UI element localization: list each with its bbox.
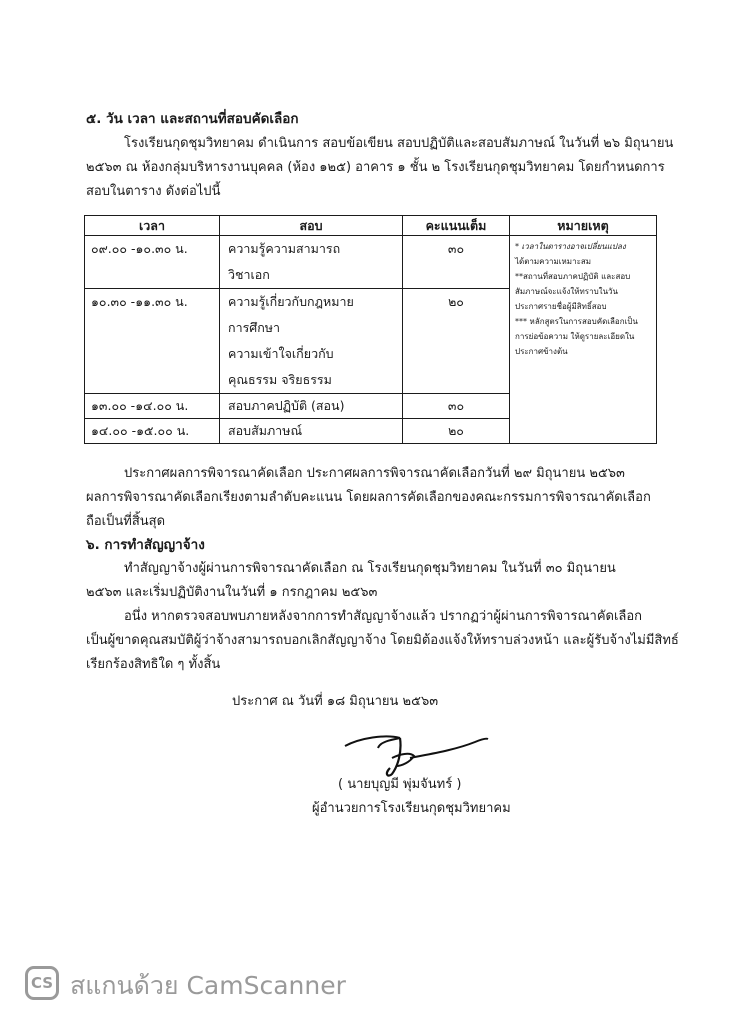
camscanner-logo: CS xyxy=(25,966,59,1000)
remark-line: *** หลักสูตรในการสอบคัดเลือกเป็น xyxy=(515,317,638,326)
remark-line: ได้ตามความเหมาะสม xyxy=(515,257,592,266)
time-cell: ๐๙.๐๐ -๑๐.๓๐ น. xyxy=(85,236,220,289)
section-6-title: ๖. การทำสัญญาจ้าง xyxy=(86,537,205,553)
time-cell: ๑๓.๐๐ -๑๔.๐๐ น. xyxy=(85,394,220,419)
section-6-para2-line-1: อนึ่ง หากตรวจสอบพบภายหลังจากการทำสัญญาจ้างแล้ว ปรากฏว่าผู้ผ่านการพิจารณาคัดเลือก xyxy=(124,609,643,624)
remark-line: สัมภาษณ์จะแจ้งให้ทราบในวัน xyxy=(515,287,619,296)
section-5-line-3: สอบในตาราง ดังต่อไปนี้ xyxy=(86,184,221,199)
header-time: เวลา xyxy=(85,216,220,236)
announcement-line-3: ถือเป็นที่สิ้นสุด xyxy=(86,514,166,529)
table-row xyxy=(85,236,657,289)
table-header-row xyxy=(85,216,657,236)
score-cell: ๒๐ xyxy=(403,419,510,444)
signer-name: ( นายบุญมี พุ่มจันทร์ ) xyxy=(338,777,462,792)
section-6-para2-line-2: เป็นผู้ขาดคุณสมบัติผู้ว่าจ้างสามารถบอกเลิกสัญญาจ้าง โดยมิต้องแจ้งให้ทราบล่วงหน้า และผู้รับจ้างไม่มีสิทธ์ xyxy=(86,633,679,648)
remark-cell xyxy=(510,236,657,444)
subject-cell xyxy=(220,289,403,394)
section-6-para1-line-2: ๒๕๖๓ และเริ่มปฏิบัติงานในวันที่ ๑ กรกฎาคม ๒๕๖๓ xyxy=(86,585,378,600)
signer-position: ผู้อำนวยการโรงเรียนกุดชุมวิทยาคม xyxy=(312,801,511,816)
subject-line: การศึกษา xyxy=(228,320,281,335)
subject-cell xyxy=(220,419,403,444)
remark-line: ประกาศข้างต้น xyxy=(515,347,568,356)
subject-cell xyxy=(220,236,403,289)
remark-line: * เวลาในตารางอาจเปลี่ยนแปลง xyxy=(515,242,626,251)
header-subject: สอบ xyxy=(220,216,403,236)
subject-line: สอบภาคปฏิบัติ (สอน) xyxy=(228,398,345,413)
section-6-para1-line-1: ทำสัญญาจ้างผู้ผ่านการพิจารณาคัดเลือก ณ โรงเรียนกุดชุมวิทยาคม ในวันที่ ๓๐ มิถุนายน xyxy=(124,561,616,576)
score-cell: ๓๐ xyxy=(403,394,510,419)
header-remark: หมายเหตุ xyxy=(510,216,657,236)
score-cell: ๓๐ xyxy=(403,236,510,289)
section-5-line-1: โรงเรียนกุดชุมวิทยาคม ดำเนินการ สอบข้อเขียน สอบปฏิบัติและสอบสัมภาษณ์ ในวันที่ ๒๖ มิถุนายน xyxy=(124,136,674,151)
subject-line: สอบสัมภาษณ์ xyxy=(228,423,303,438)
time-cell: ๑๐.๓๐ -๑๑.๓๐ น. xyxy=(85,289,220,394)
remark-line: **สถานที่สอบภาคปฏิบัติ และสอบ xyxy=(515,272,631,281)
subject-line: ความรู้ความสามารถ xyxy=(228,241,341,256)
section-6-para2-line-3: เรียกร้องสิทธิใด ๆ ทั้งสิ้น xyxy=(86,657,221,672)
score-cell: ๒๐ xyxy=(403,289,510,394)
header-score: คะแนนเต็ม xyxy=(403,216,510,236)
subject-line: ความเข้าใจเกี่ยวกับ xyxy=(228,346,334,361)
subject-line: ความรู้เกี่ยวกับกฎหมาย xyxy=(228,294,354,309)
subject-line: คุณธรรม จริยธรรม xyxy=(228,372,332,387)
announcement-line-1: ประกาศผลการพิจารณาคัดเลือก ประกาศผลการพิจารณาคัดเลือกวันที่ ๒๙ มิถุนายน ๒๕๖๓ xyxy=(124,466,625,481)
time-cell: ๑๔.๐๐ -๑๕.๐๐ น. xyxy=(85,419,220,444)
announce-date: ประกาศ ณ วันที่ ๑๘ มิถุนายน ๒๕๖๓ xyxy=(232,694,439,709)
subject-line: วิชาเอก xyxy=(228,267,270,282)
section-5-title: ๕. วัน เวลา และสถานที่สอบคัดเลือก xyxy=(86,111,299,127)
subject-cell xyxy=(220,394,403,419)
section-5-line-2: ๒๕๖๓ ณ ห้องกลุ่มบริหารงานบุคคล (ห้อง ๑๒๕) อาคาร ๑ ชั้น ๒ โรงเรียนกุดชุมวิทยาคม โดยกำหนดการ xyxy=(86,160,665,175)
announcement-line-2: ผลการพิจารณาคัดเลือกเรียงตามลำดับคะแนน โดยผลการคัดเลือกของคณะกรรมการพิจารณาคัดเลือก xyxy=(86,490,651,505)
remark-line: ประกาศรายชื่อผู้มีสิทธิ์สอบ xyxy=(515,302,607,311)
exam-schedule-table xyxy=(84,215,657,444)
camscanner-watermark-text: สแกนด้วย CamScanner xyxy=(70,971,346,1000)
remark-line: การย่อข้อความ ให้ดูรายละเอียดใน xyxy=(515,332,635,341)
